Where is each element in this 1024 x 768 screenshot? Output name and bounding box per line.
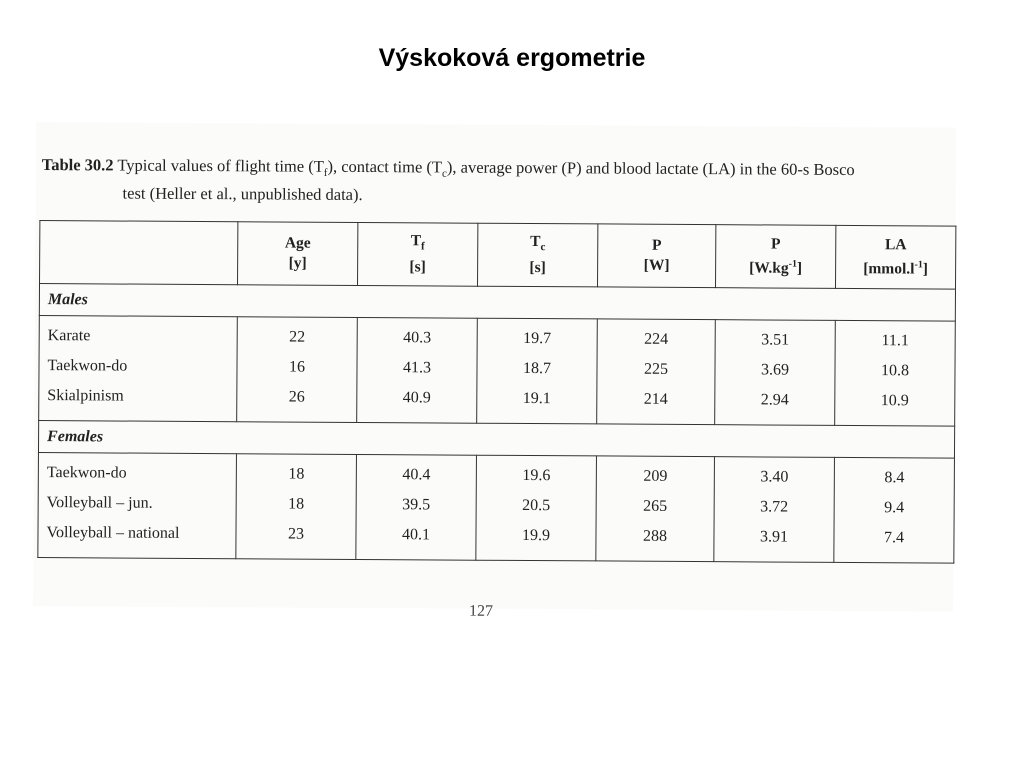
data-table	[37, 220, 956, 564]
slide-title: Výskoková ergometrie	[378, 44, 646, 72]
table-cell: 3.91	[759, 528, 789, 546]
table-cell: Skialpinism	[47, 387, 124, 405]
table-cell: 40.3	[403, 329, 432, 347]
tc-column	[476, 455, 597, 561]
sport-column	[39, 316, 238, 422]
table-cell: 18	[288, 465, 305, 483]
table-cell: 10.8	[880, 362, 910, 380]
table-cell: 26	[288, 388, 305, 406]
header-tf: $T_f$ [s]	[358, 222, 478, 286]
table-cell: 214	[643, 390, 668, 408]
table-cell: 23	[287, 525, 305, 543]
table-cell: Volleyball – national	[46, 524, 180, 542]
table-cell: 40.9	[402, 389, 431, 407]
group-rows-females	[38, 453, 955, 564]
header-age: Age [y]	[238, 222, 358, 286]
table-cell: 20.5	[522, 496, 551, 515]
table-cell: 10.9	[880, 392, 909, 410]
power-column	[597, 319, 716, 425]
table-cell: 288	[642, 527, 668, 545]
table-cell: 40.4	[402, 466, 431, 484]
table-cell: 3.40	[760, 468, 789, 486]
table-cell: 18	[288, 495, 305, 513]
caption-sub-c: c	[441, 167, 447, 180]
section-label: Females	[38, 421, 954, 459]
section-label: Males	[39, 284, 955, 322]
tf-column	[356, 454, 477, 560]
age-column	[237, 317, 358, 423]
table-cell: 9.4	[884, 499, 905, 517]
table-cell: 2.94	[760, 391, 789, 409]
caption-text-a: Typical values of flight time (T	[113, 155, 324, 176]
table-cell: Taekwon-do	[47, 357, 128, 375]
age-column	[236, 454, 357, 560]
tf-column	[357, 317, 478, 423]
table-cell: 18.7	[522, 359, 552, 378]
power-column	[596, 456, 715, 562]
caption-sub-f: f	[323, 167, 328, 180]
table-label: Table 30.2	[41, 155, 114, 175]
table-cell: 40.1	[401, 526, 431, 544]
table-cell: Volleyball – jun.	[46, 494, 153, 512]
header-lactate: LA $[mmol.l^{-1}]$	[835, 225, 955, 289]
caption-line-2: test (Heller et al., unpublished data).	[122, 183, 363, 205]
header-tc: $T_c$ [s]	[478, 223, 598, 287]
table-caption	[42, 154, 952, 209]
tc-column	[477, 318, 598, 424]
table-cell: 225	[643, 360, 669, 378]
header-power-per-kg: P $[W.kg^{-1}]$	[716, 225, 836, 289]
sport-column	[38, 453, 237, 559]
table-cell: 19.7	[523, 329, 552, 348]
table-cell: 224	[644, 330, 669, 348]
lactate-column	[834, 457, 955, 563]
table-cell: 41.3	[402, 359, 432, 377]
table-cell: Karate	[47, 327, 91, 345]
table-cell: 265	[643, 497, 668, 515]
table-cell: 39.5	[402, 496, 431, 514]
header-power: P [W]	[598, 224, 716, 288]
table-cell: 3.51	[761, 331, 790, 349]
table-cell: 22	[289, 328, 306, 346]
lactate-column	[835, 320, 956, 426]
table-cell: 3.69	[760, 361, 790, 379]
group-rows-males	[39, 316, 956, 427]
table-cell: 209	[643, 467, 668, 485]
table-cell: 19.9	[521, 526, 551, 545]
caption-text-b: ), contact time (T	[327, 156, 443, 177]
scanned-table-image	[33, 122, 956, 620]
header-empty	[40, 221, 238, 285]
table-cell: 11.1	[881, 332, 909, 350]
table-cell: 3.72	[760, 498, 789, 516]
header-row	[40, 221, 956, 290]
caption-text-c: ), average power (P) and blood lactate (LA) in the 60-s Bosco	[446, 157, 855, 180]
power-per-kg-column	[715, 320, 836, 426]
power-per-kg-column	[714, 457, 835, 563]
table-cell: Taekwon-do	[46, 464, 127, 482]
table-cell: 19.6	[522, 466, 551, 485]
table-cell: 19.1	[522, 389, 551, 408]
table-cell: 7.4	[883, 529, 905, 547]
table-cell: 16	[288, 358, 306, 376]
table-cell: 8.4	[884, 469, 905, 487]
page-number: 127	[468, 602, 494, 620]
